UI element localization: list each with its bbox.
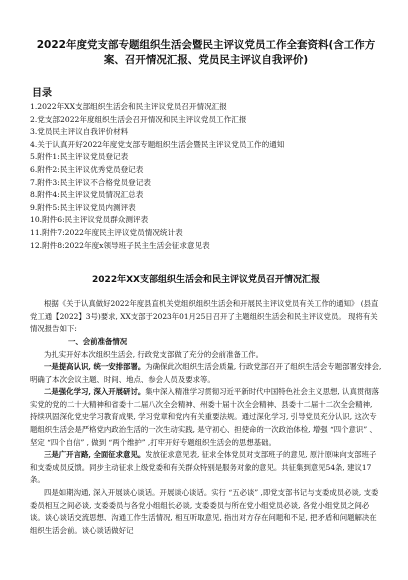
- toc-item[interactable]: 1.2022年XX支部组织生活会和民主评议党员召开情况汇报: [30, 102, 227, 111]
- paragraph-study: [30, 386, 382, 449]
- toc-item[interactable]: 11.附件7:2022年度民主评议党员情况统计表: [30, 227, 183, 237]
- paragraph-text: 发放征求意见表, 征求全体党员对支部班子的意见, 原汁原味向支部班子和支委成员反馈。同步主动征求上级党委和有关群众特别是服务对象的意见。共征集到意见54条, 建议17条。: [30, 450, 377, 485]
- section-title: 2022年XX支部组织生活会和民主评议党员召开情况汇报: [92, 275, 320, 286]
- paragraph-preparation: 为扎实开好本次组织生活会, 行政党支部做了充分的会前准备工作。: [44, 349, 264, 359]
- toc-item[interactable]: 10.附件6:民主评议党员群众测评表: [30, 215, 149, 225]
- toc-item[interactable]: 9.附件5:民主评议党员内测评表: [30, 202, 136, 212]
- paragraph-lead: 二是强化学习, 深入开展研讨。: [44, 387, 146, 397]
- toc-item[interactable]: 3.党员民主评议自我评价材料: [30, 127, 129, 137]
- toc-heading: 目录: [32, 88, 52, 99]
- toc-item[interactable]: 12.附件8:2022年度x领导班子民主生活会征求意见表: [30, 240, 210, 250]
- table-of-contents: [30, 101, 382, 252]
- document-title: 2022年度党支部专题组织生活会暨民主评议党员工作全套资料(含工作方案、召开情况汇报、党员民主评议自我评价): [36, 39, 376, 66]
- report-body: [30, 298, 382, 537]
- intro-paragraph: 根据《关于认真做好2022年度县直机关党组织组织生活会和开展民主评议党员有关工作的通知》 (县直党工通【2022】3号)要求, XX支部于2023年01月25日召开了主题组织生活会和民主评议党员。 现将有关情况报告如下:: [30, 299, 379, 334]
- paragraph-awareness: [30, 361, 382, 386]
- toc-item[interactable]: 6.附件2:民主评议优秀党员登记表: [30, 164, 144, 174]
- paragraph-text: 集中深入精准学习贯彻习近平新时代中国特色社会主义思想, 认真贯彻落实党的党的二十大精神和省委十二届八次全会精神、州委十届十次全会精神、县委十二届十二次全会精神, 持续巩固深化党史学习教育成果, 学习党章和党内有关重要法规。通过深化学习, 引导党员充分认识, 这次专题组织生活会是严格党内政治生活的一次生动实践, 是守初心、担使命的一次政治体检, 增强 “四个意识” 、坚定 “四个自信” , 做到 “两个维护” ,打牢开好专题组织生活会的思想基础。: [30, 387, 380, 447]
- paragraph-lead: 三是广开言路, 全面征求意见。: [44, 450, 146, 460]
- toc-item[interactable]: 7.附件3:民主评议不合格党员登记表: [30, 177, 151, 187]
- toc-item[interactable]: 5.附件1:民主评议党员登记表: [30, 152, 129, 162]
- paragraph-lead: 一是提高认识, 统一安排部署。: [44, 362, 146, 372]
- toc-item[interactable]: 2.党支部2022年度组织生活会召开情况和民主评议党员工作汇报: [30, 114, 247, 124]
- paragraph-opinions: [30, 449, 382, 487]
- toc-item[interactable]: 8.附件4:民主评议党员情况汇总表: [30, 190, 144, 200]
- paragraph-text: 为确保此次组织生活会质量, 行政党部召开了组织生活会专题部署安排会, 明确了本次会议主题、时间、地点、参会人员及要求等。: [30, 362, 382, 384]
- toc-item[interactable]: 4.关于认真开好2022年度党支部专题组织生活会暨民主评议党员工作的通知: [30, 139, 285, 149]
- subheading-preparation: 一、会前准备情况: [68, 336, 128, 346]
- paragraph-talks: 四是如期沟通, 深入开展谈心谈话。开展谈心谈话。实行 “五必谈” ,即党支部书记与支委成员必谈, 支委委员相互之间必谈, 支委委员与各党小组组长必谈, 支委委员与所在党小组党员必谈, 各党小组党员之间必谈。谈心谈话交流思想、沟通工作生活情况, 相互听取意见, 指出对方存在问题和不足, 把矛盾和问题解决在组织生活会前。谈心谈话做好记: [30, 488, 379, 535]
